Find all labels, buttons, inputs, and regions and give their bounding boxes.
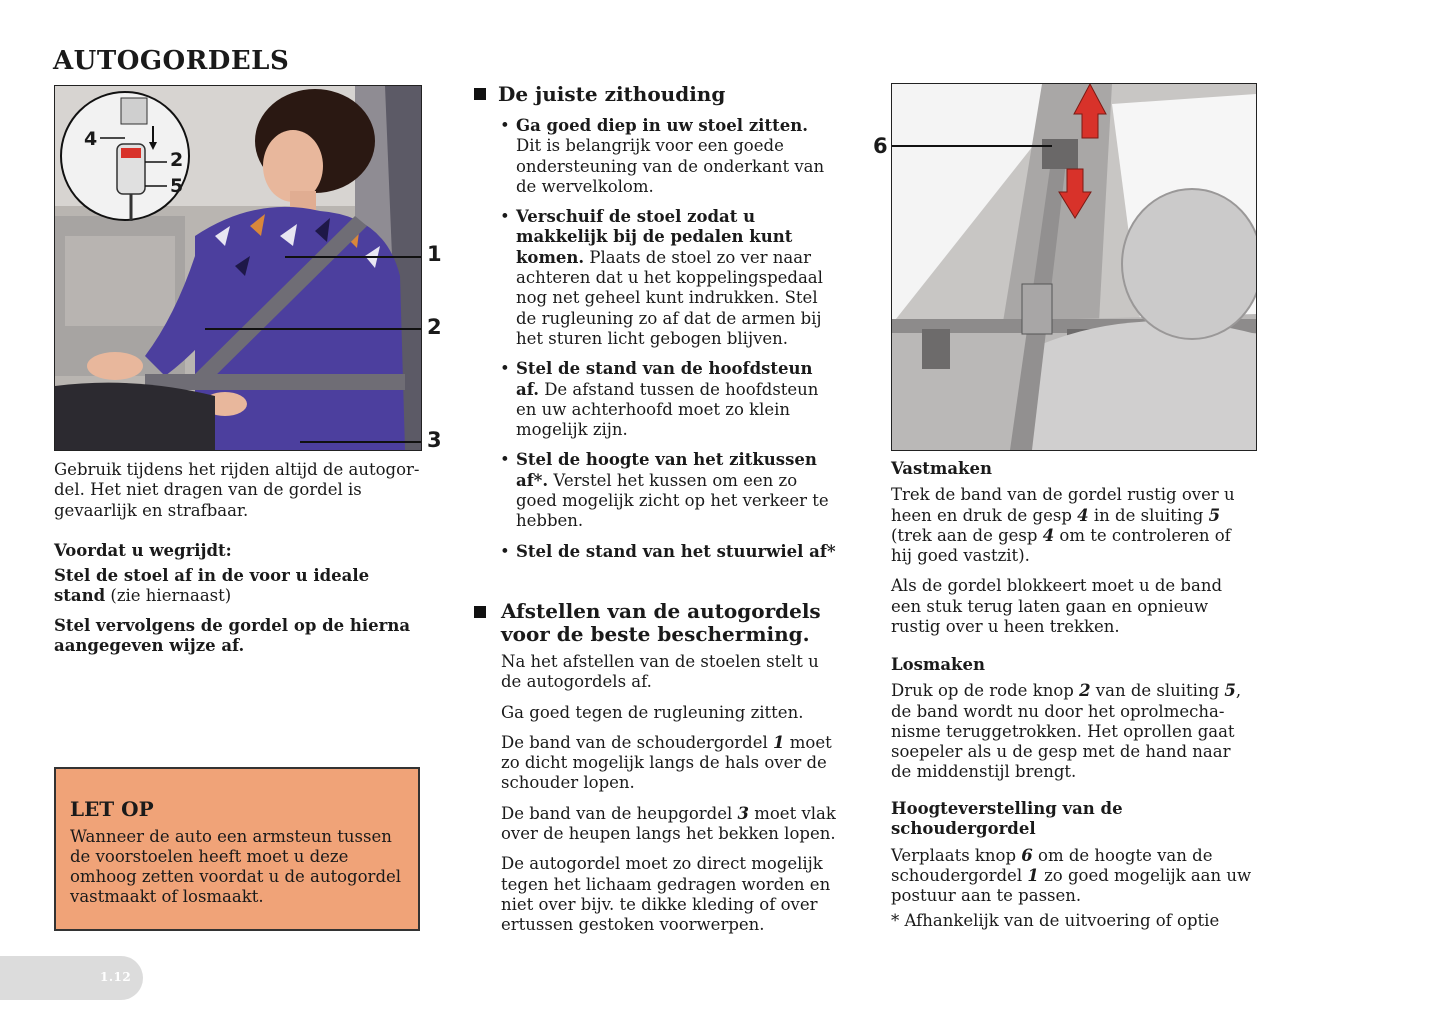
callout-1: 1: [427, 242, 442, 266]
pillar-illustration: [892, 84, 1256, 450]
section-bullet-icon: [474, 606, 486, 618]
fasten-section: [891, 459, 1253, 647]
para-4-b: moet vlak over de heupen langs het bekken lopen.: [501, 803, 836, 844]
fasten-b: in de sluiting: [1088, 505, 1209, 525]
release-title: Losmaken: [891, 655, 985, 674]
list-item: [498, 207, 838, 349]
fasten-n1: 4: [1077, 505, 1089, 525]
list-item: [498, 450, 838, 531]
release-para: [891, 681, 1253, 782]
section-belts-title: [474, 600, 854, 646]
seating-list: [498, 116, 838, 572]
bullet-rest: Plaats de stoel zo ver naar achteren dat u het koppelingspedaal nog net geheel kunt indrukken. Stel de rugleuning zo af dat de armen bij het sturen licht gebogen blijven.: [516, 247, 823, 348]
release-c: , de band wordt nu door het oprolmechanisme teruggetrokken. Het oprollen gaat soepeler als u de gesp met de hand naar de middenstijl brengt.: [891, 681, 1242, 782]
driver-illustration: [55, 86, 421, 450]
para-5: De autogordel moet zo direct mogelijk tegen het lichaam gedragen worden en niet over bijv. te dikke kleding of over ertussen gestoken voorwerpen.: [501, 854, 831, 935]
footnote: * Afhankelijk van de uitvoering of optie: [891, 911, 1220, 930]
height-para: [891, 846, 1253, 907]
page-number: 1.12: [100, 970, 132, 984]
fasten-d: om te controleren of hij goed vastzit).: [891, 525, 1231, 566]
height-n2: 1: [1027, 865, 1039, 885]
release-n1: 2: [1079, 681, 1091, 701]
para-1: Na het afstellen van de stoelen stelt u de autogordels af.: [501, 652, 819, 692]
list-item: [498, 542, 838, 562]
height-title: Hoogteverstelling van de schoudergordel: [891, 799, 1123, 839]
list-item: [498, 359, 838, 440]
release-a: Druk op de rode knop: [891, 681, 1080, 701]
step-1: [54, 566, 420, 607]
bullet-rest: Dit is belangrijk voor een goede ondersteuning van de onderkant van de wervelkolom.: [516, 136, 825, 196]
height-b: om de hoogte van de schoudergordel: [891, 845, 1213, 885]
before-heading: Voordat u wegrijdt:: [54, 541, 232, 560]
bullet-bold: Stel de stand van het stuurwiel af*: [516, 541, 836, 561]
fasten-n3: 4: [1042, 525, 1055, 545]
para-3-a: De band van de schoudergordel: [501, 732, 774, 752]
fasten-a: Trek de band van de gordel rustig over u heen en druk de gesp: [891, 485, 1235, 525]
height-n1: 6: [1021, 845, 1033, 865]
page-number-tab: [0, 956, 143, 1000]
inset-callout-2: 2: [170, 149, 184, 171]
para-3: [501, 733, 838, 794]
list-item: [498, 116, 838, 197]
belts-text: [501, 652, 838, 946]
bullet-bold: Verschuif de stoel zodat u makkelijk bij de pedalen kunt komen.: [516, 207, 793, 267]
callout-6: 6: [873, 134, 888, 158]
para-3-num: 1: [773, 732, 785, 752]
warning-box: [54, 767, 420, 931]
driver-seatbelt-photo: [54, 85, 422, 451]
step-1-bold: Stel de stoel af in de voor u ideale stand: [54, 566, 370, 606]
fasten-para-2: Als de gordel blokkeert moet u de band een stuk terug laten gaan en opnieuw rustig over u heen trekken.: [891, 576, 1223, 637]
intro-paragraph: Gebruik tijdens het rijden altijd de autogordel. Het niet dragen van de gordel is gevaarlijk en strafbaar.: [54, 460, 420, 520]
section-bullet-icon: [474, 88, 486, 100]
pillar-seatbelt-photo: [891, 83, 1257, 451]
warning-title: LET OP: [70, 797, 154, 821]
page-title: AUTOGORDELS: [53, 46, 290, 76]
step-2: Stel vervolgens de gordel op de hierna aangegeven wijze af.: [54, 616, 411, 656]
para-2: Ga goed tegen de rugleuning zitten.: [501, 702, 804, 722]
fasten-title: Vastmaken: [891, 459, 992, 478]
inset-callout-4: 4: [84, 128, 98, 150]
bullet-bold: Ga goed diep in uw stoel zitten.: [516, 116, 808, 135]
bullet-rest: De afstand tussen de hoofdsteun en uw achterhoofd moet zo klein mogelijk zijn.: [516, 379, 819, 440]
bullet-rest: Verstel het kussen om een zo goed mogelijk zicht op het verkeer te hebben.: [516, 470, 829, 531]
release-b: van de sluiting: [1090, 681, 1225, 701]
callout-3: 3: [427, 428, 442, 452]
para-3-b: moet zo dicht mogelijk langs de hals over de schouder lopen.: [501, 732, 832, 793]
inset-callout-5: 5: [170, 175, 184, 197]
height-c: zo goed mogelijk aan uw postuur aan te passen.: [891, 865, 1252, 906]
fasten-c: (trek aan de gesp: [891, 525, 1043, 545]
height-a: Verplaats knop: [891, 845, 1022, 865]
warning-text: Wanneer de auto een armsteun tussen de voorstoelen heeft moet u deze omhoog zetten voordat u de autogordel vastmaakt of losmaakt.: [70, 827, 402, 906]
fasten-para: [891, 485, 1253, 566]
section-seating-title: [474, 83, 854, 106]
release-n2: 5: [1224, 681, 1236, 701]
para-4-num: 3: [737, 803, 749, 823]
bullet-bold: Stel de hoogte van het zitkussen af*.: [516, 450, 817, 490]
section-seating-label: De juiste zithouding: [498, 82, 726, 106]
section-belts-label: Afstellen van de autogordels voor de beste bescherming.: [501, 599, 821, 646]
para-4-a: De band van de heupgordel: [501, 803, 738, 823]
fasten-n2: 5: [1208, 505, 1221, 525]
bullet-bold: Stel de stand van de hoofdsteun af.: [516, 359, 813, 399]
para-4: [501, 804, 838, 845]
height-section: [891, 799, 1253, 916]
step-1-rest: (zie hiernaast): [105, 586, 232, 606]
callout-2: 2: [427, 315, 442, 339]
release-section: [891, 655, 1253, 793]
